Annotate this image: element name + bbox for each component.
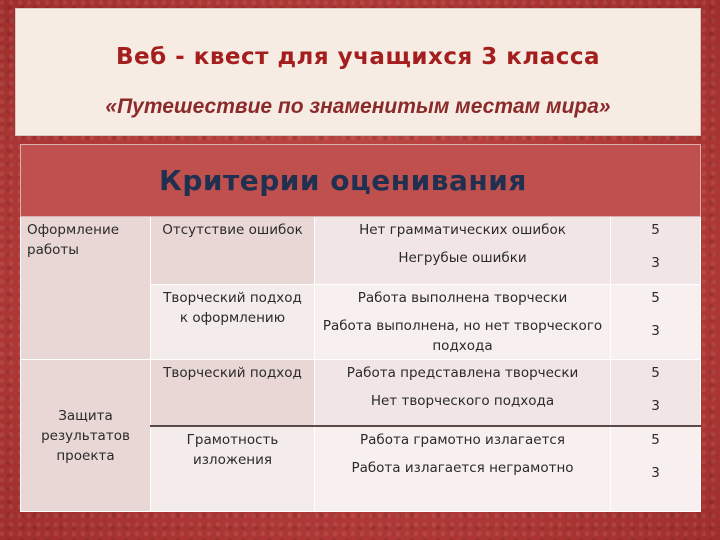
score-cell bbox=[611, 426, 701, 512]
criteria-cell bbox=[315, 285, 611, 360]
score-value: 5 bbox=[651, 290, 660, 306]
score-value: 3 bbox=[651, 323, 660, 339]
criterion-text: Работа выполнена творчески bbox=[357, 290, 568, 306]
criteria-table-container bbox=[20, 144, 700, 510]
score-value: 3 bbox=[651, 398, 660, 414]
criteria-cell bbox=[315, 217, 611, 285]
criterion-text: Нет грамматических ошибок bbox=[359, 222, 566, 238]
score-cell bbox=[611, 360, 701, 426]
criteria-cell bbox=[315, 360, 611, 426]
criterion-text: Нет творческого подхода bbox=[370, 393, 555, 409]
score-value: 3 bbox=[651, 255, 660, 271]
aspect-cell: Творческий подход bbox=[151, 360, 315, 426]
score-value: 5 bbox=[651, 365, 660, 381]
aspect-cell: Грамотность изложения bbox=[151, 426, 315, 512]
criterion-text: Работа представлена творчески bbox=[346, 365, 579, 381]
aspect-cell: Творческий подход к оформлению bbox=[151, 285, 315, 360]
table-row bbox=[21, 360, 701, 426]
score-value: 5 bbox=[651, 431, 660, 448]
score-cell bbox=[611, 217, 701, 285]
criterion-text: Работа грамотно излагается bbox=[360, 431, 565, 448]
criterion-text: Работа излагается неграмотно bbox=[351, 459, 574, 476]
page-title: Веб - квест для учащихся 3 класса bbox=[115, 44, 601, 70]
criteria-cell bbox=[315, 426, 611, 512]
criterion-text: Негрубые ошибки bbox=[398, 250, 527, 266]
title-box bbox=[15, 8, 701, 136]
group-label: Защита результатов проекта bbox=[21, 360, 151, 512]
group-label: Оформление работы bbox=[21, 217, 151, 360]
table-row bbox=[21, 217, 701, 285]
score-cell bbox=[611, 285, 701, 360]
score-value: 5 bbox=[651, 222, 660, 238]
page-subtitle: «Путешествие по знаменитым местам мира» bbox=[105, 95, 611, 118]
criterion-text: Работа выполнена, но нет творческого подхода bbox=[322, 318, 603, 354]
criteria-table bbox=[20, 144, 701, 512]
aspect-cell: Отсутствие ошибок bbox=[151, 217, 315, 285]
table-header: Критерии оценивания bbox=[21, 145, 701, 217]
score-value: 3 bbox=[651, 464, 660, 481]
